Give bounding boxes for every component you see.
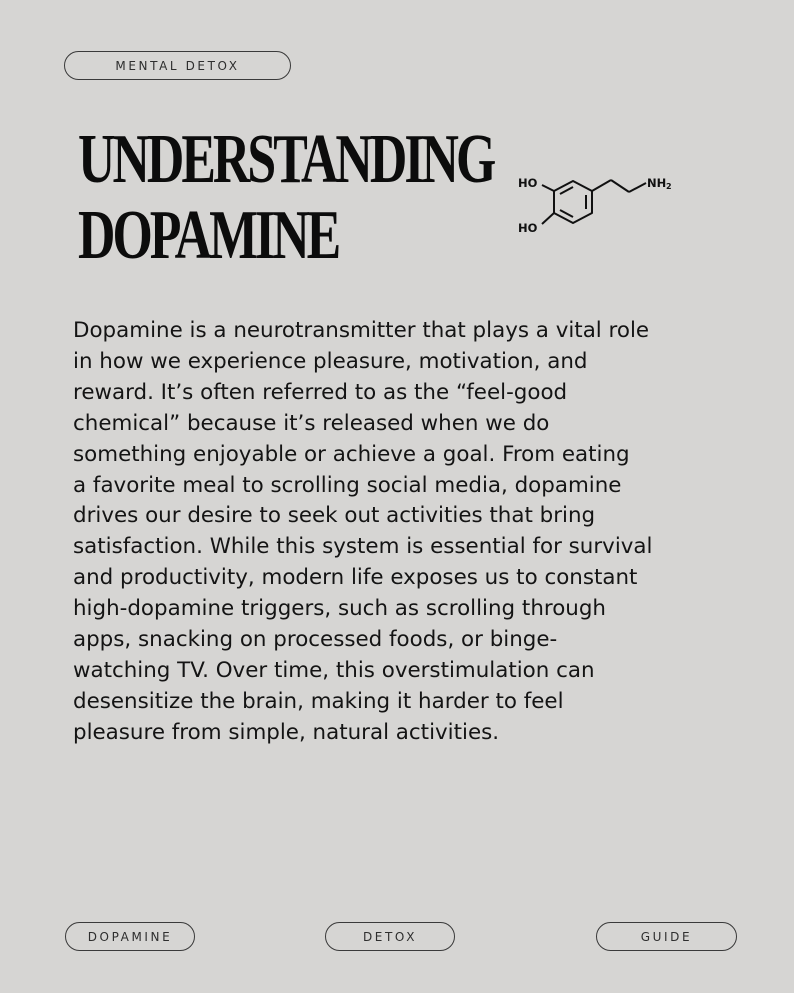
amine-label: NH: [647, 176, 667, 190]
body-line: a favorite meal to scrolling social media, dopamine: [73, 472, 622, 498]
body-line: something enjoyable or achieve a goal. From eating: [73, 441, 630, 467]
body-line: apps, snacking on processed foods, or binge-: [73, 627, 558, 653]
title-line-1: UNDERSTANDING: [78, 121, 494, 198]
dopamine-molecule-diagram: [516, 168, 686, 238]
hydroxyl-label-bottom: HO: [518, 221, 538, 235]
body-line: desensitize the brain, making it harder to feel: [73, 688, 564, 714]
body-paragraph: [73, 316, 723, 749]
body-line: pleasure from simple, natural activities.: [73, 719, 500, 745]
body-line: chemical” because it’s released when we do: [73, 410, 550, 436]
title-line-2: DOPAMINE: [78, 197, 339, 274]
body-line: and productivity, modern life exposes us to constant: [73, 565, 638, 591]
hydroxyl-label-top: HO: [518, 176, 538, 190]
body-line: drives our desire to seek out activities that bring: [73, 503, 596, 529]
amine-subscript: 2: [666, 182, 672, 191]
body-line: satisfaction. While this system is essential for survival: [73, 534, 653, 560]
body-line: high-dopamine triggers, such as scrolling through: [73, 596, 606, 622]
guide-tag: GUIDE: [596, 922, 737, 951]
body-line: reward. It’s often referred to as the “feel-good: [73, 379, 568, 405]
mental-detox-tag: MENTAL DETOX: [64, 51, 291, 80]
body-line: in how we experience pleasure, motivation, and: [73, 348, 588, 374]
dopamine-tag: DOPAMINE: [65, 922, 195, 951]
body-line: watching TV. Over time, this overstimulation can: [73, 657, 595, 683]
detox-tag: DETOX: [325, 922, 455, 951]
body-line: Dopamine is a neurotransmitter that plays a vital role: [73, 318, 650, 343]
page-title: [78, 122, 493, 274]
